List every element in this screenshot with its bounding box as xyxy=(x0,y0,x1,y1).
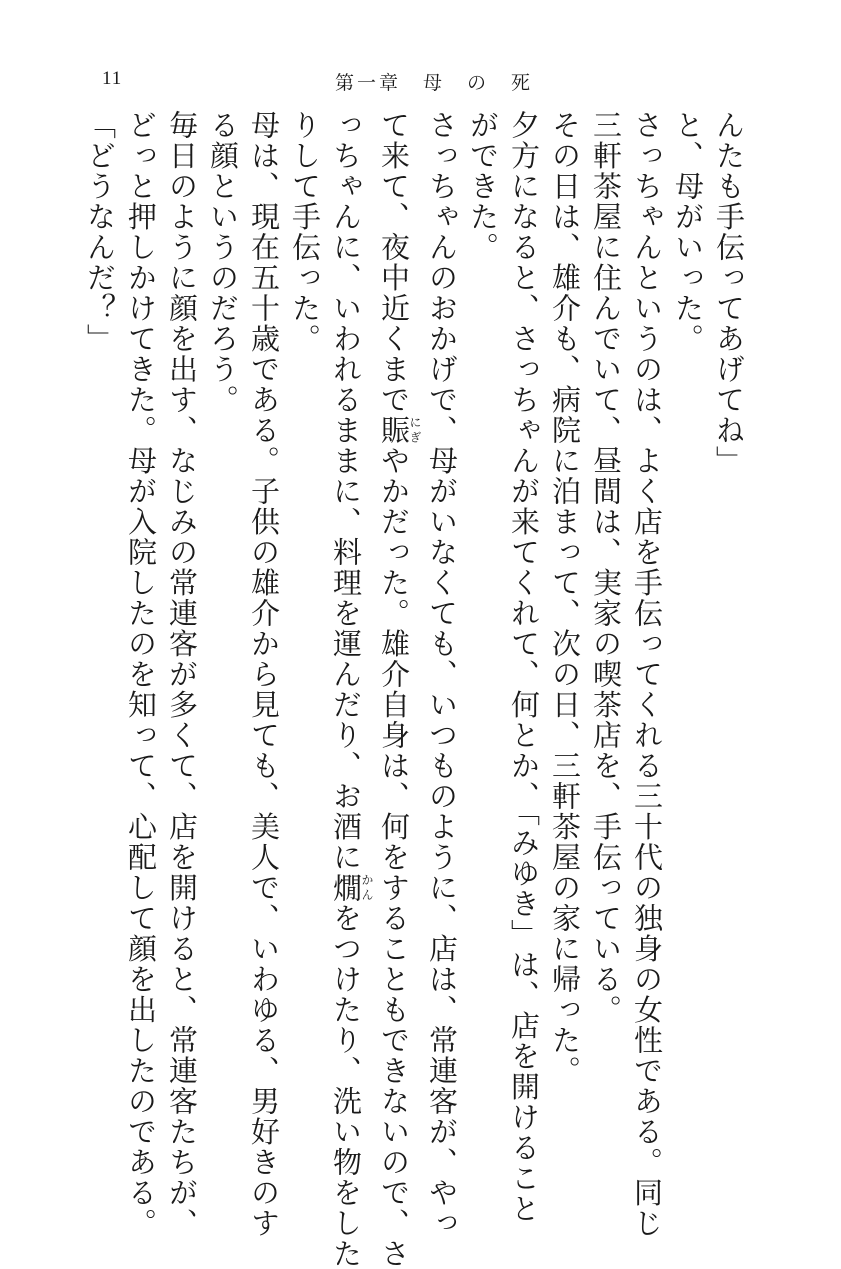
text-line: 「どうなんだ？」 xyxy=(79,110,120,1140)
text-line: と、母がいった。 xyxy=(667,110,708,1140)
text-segment: をつけたり、洗い物をした xyxy=(329,903,363,1269)
ruby-annotation xyxy=(329,873,363,904)
text-line: りして手伝った。 xyxy=(284,110,325,1140)
ruby-base: 賑 xyxy=(377,415,411,446)
text-line: んたも手伝ってあげてね」 xyxy=(708,110,749,1140)
ruby-reading: かん xyxy=(360,873,374,904)
text-segment: て来て、夜中近くまで xyxy=(377,110,411,415)
text-line-with-ruby xyxy=(325,110,373,1140)
text-line: る顔というのだろう。 xyxy=(202,110,243,1140)
text-line: ができた。 xyxy=(462,110,503,1140)
text-segment: やかだった。雄介自身は、何をすることもできないので、さ xyxy=(377,446,411,1269)
page-number: 11 xyxy=(102,68,122,90)
text-line: さっちゃんのおかげで、母がいなくても、いつものように、店は、常連客が、やっ xyxy=(421,110,462,1140)
text-line: 毎日のように顔を出す、なじみの常連客が多くて、店を開けると、常連客たちが、 xyxy=(161,110,202,1140)
text-line: その日は、雄介も、病院に泊まって、次の日、三軒茶屋の家に帰った。 xyxy=(544,110,585,1140)
ruby-annotation xyxy=(377,415,411,446)
ruby-reading: にぎ xyxy=(408,415,422,446)
ruby-base: 燗 xyxy=(329,873,363,904)
text-line: 母は、現在五十歳である。子供の雄介から見ても、美人で、いわゆる、男好きのす xyxy=(243,110,284,1140)
text-segment: っちゃんに、いわれるままに、料理を運んだり、お酒に xyxy=(329,110,363,873)
text-line: 三軒茶屋に住んでいて、昼間は、実家の喫茶店を、手伝っている。 xyxy=(585,110,626,1140)
text-line: どっと押しかけてきた。母が入院したのを知って、心配して顔を出したのである。 xyxy=(120,110,161,1140)
running-head: 第一章 母 の 死 xyxy=(335,68,533,95)
body-text xyxy=(79,110,749,1140)
text-line-with-ruby xyxy=(373,110,421,1140)
text-line: さっちゃんというのは、よく店を手伝ってくれる三十代の独身の女性である。同じ xyxy=(626,110,667,1140)
text-line: 夕方になると、さっちゃんが来てくれて、何とか、「みゆき」は、店を開けること xyxy=(503,110,544,1140)
